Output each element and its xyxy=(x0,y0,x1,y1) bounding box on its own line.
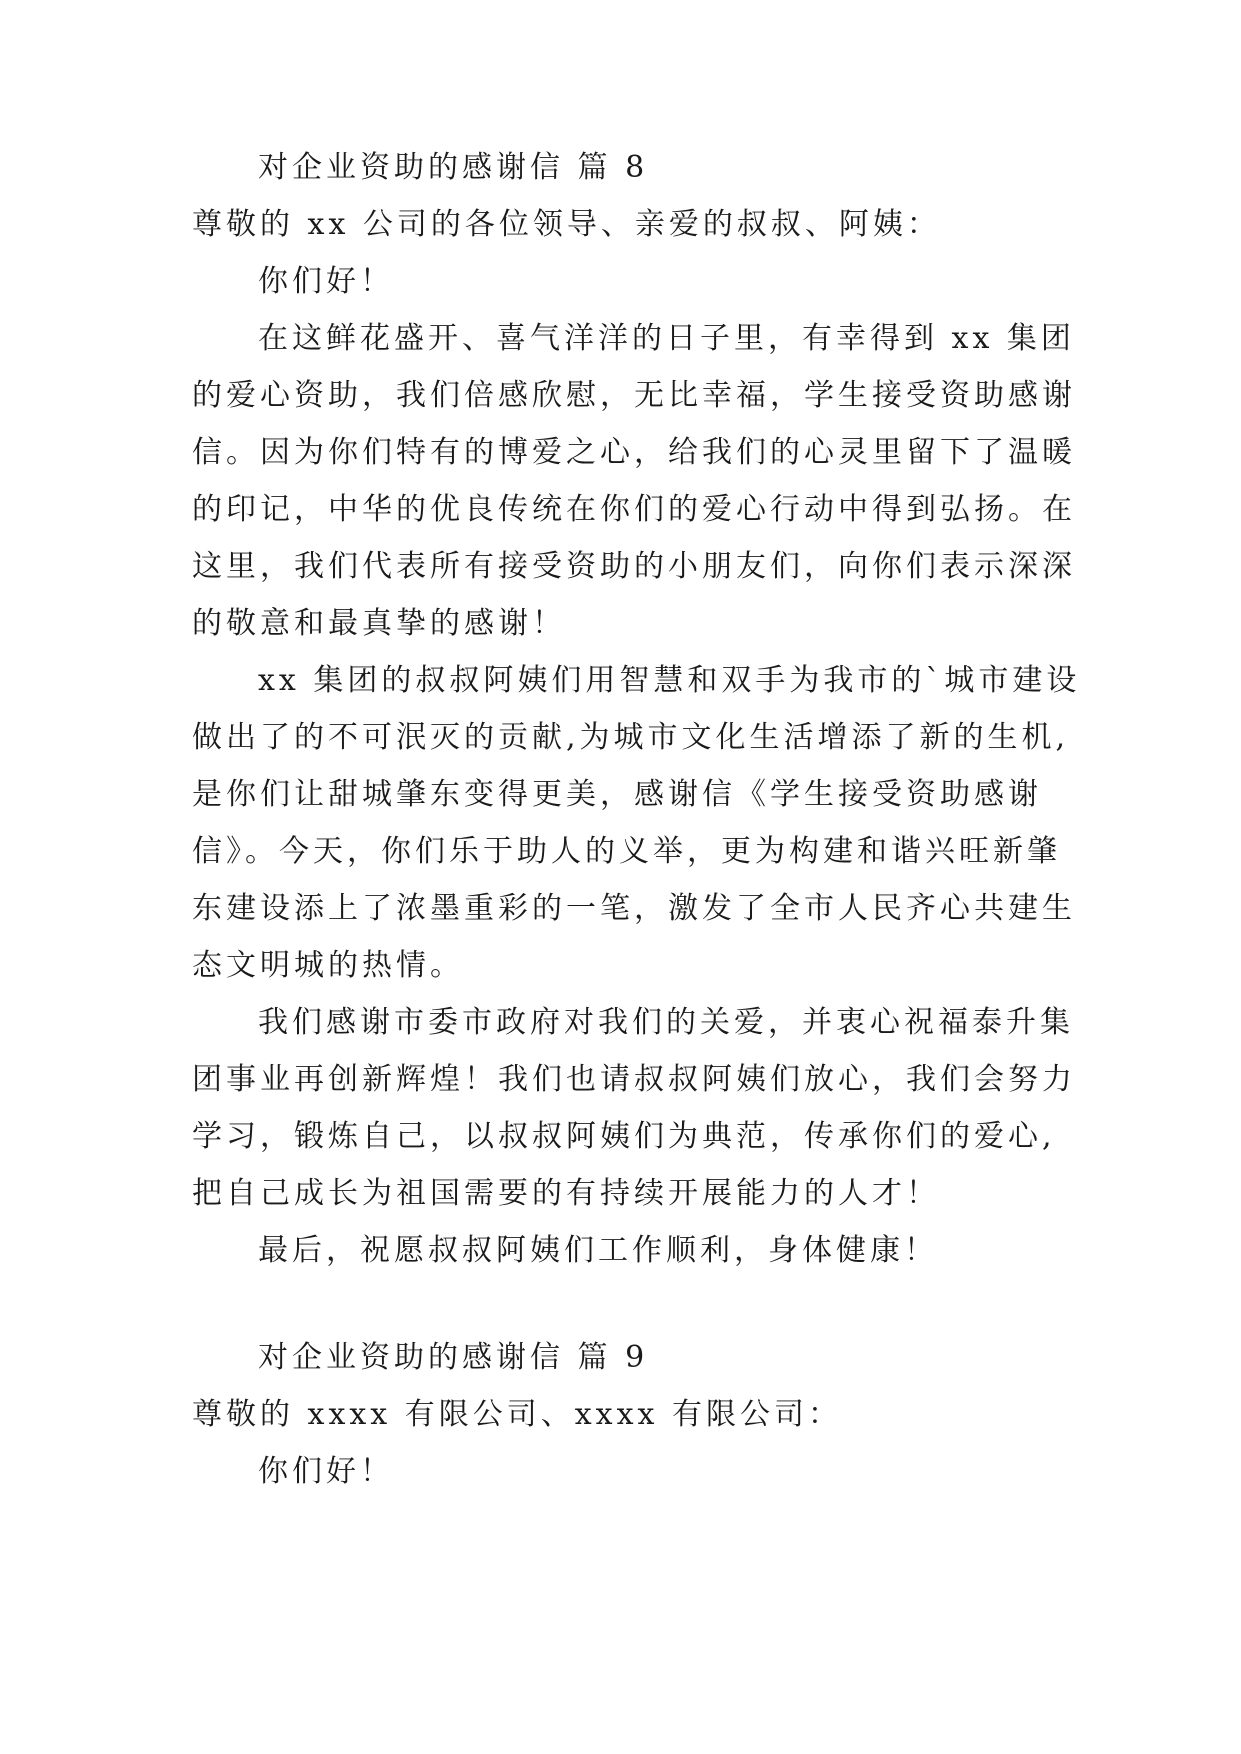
paragraph-line: 的敬意和最真挚的感谢！ xyxy=(192,606,566,641)
paragraph-line: 这里，我们代表所有接受资助的小朋友们，向你们表示深深 xyxy=(192,549,1076,584)
greeting: 你们好！ xyxy=(258,1454,394,1489)
paragraph-line: 的印记，中华的优良传统在你们的爱心行动中得到弘扬。在 xyxy=(192,492,1076,527)
paragraph-line: 学习，锻炼自己，以叔叔阿姨们为典范，传承你们的爱心, xyxy=(192,1119,1056,1154)
paragraph-line: 信。因为你们特有的博爱之心，给我们的心灵里留下了温暖 xyxy=(192,435,1076,470)
paragraph-line: 我们感谢市委市政府对我们的关爱，并衷心祝福泰升集 xyxy=(258,1005,1074,1040)
paragraph-line: 信》。今天，你们乐于助人的义举，更为构建和谐兴旺新肇 xyxy=(192,834,1061,869)
paragraph-line: 在这鲜花盛开、喜气洋洋的日子里，有幸得到 xx 集团 xyxy=(258,321,1075,356)
paragraph-line: 是你们让甜城肇东变得更美，感谢信《学生接受资助感谢 xyxy=(192,777,1042,812)
section-heading: 对企业资助的感谢信 篇 8 xyxy=(258,150,649,185)
paragraph-line: 的爱心资助，我们倍感欣慰，无比幸福，学生接受资助感谢 xyxy=(192,378,1076,413)
section-heading: 对企业资助的感谢信 篇 9 xyxy=(258,1340,649,1375)
paragraph-line: 做出了的不可泯灭的贡献,为城市文化生活增添了新的生机, xyxy=(192,720,1070,755)
paragraph-line: 团事业再创新辉煌！我们也请叔叔阿姨们放心，我们会努力 xyxy=(192,1062,1076,1097)
paragraph-line: 态文明城的热情。 xyxy=(192,948,464,983)
greeting: 你们好！ xyxy=(258,264,394,299)
paragraph-line: xx 集团的叔叔阿姨们用智慧和双手为我市的`城市建设 xyxy=(258,663,1081,698)
salutation: 尊敬的 xxxx 有限公司、xxxx 有限公司： xyxy=(192,1397,842,1432)
paragraph-line: 东建设添上了浓墨重彩的一笔，激发了全市人民齐心共建生 xyxy=(192,891,1076,926)
paragraph-line: 把自己成长为祖国需要的有持续开展能力的人才！ xyxy=(192,1176,940,1211)
salutation: 尊敬的 xx 公司的各位领导、亲爱的叔叔、阿姨： xyxy=(192,207,941,242)
paragraph-line: 最后，祝愿叔叔阿姨们工作顺利，身体健康！ xyxy=(258,1233,938,1268)
